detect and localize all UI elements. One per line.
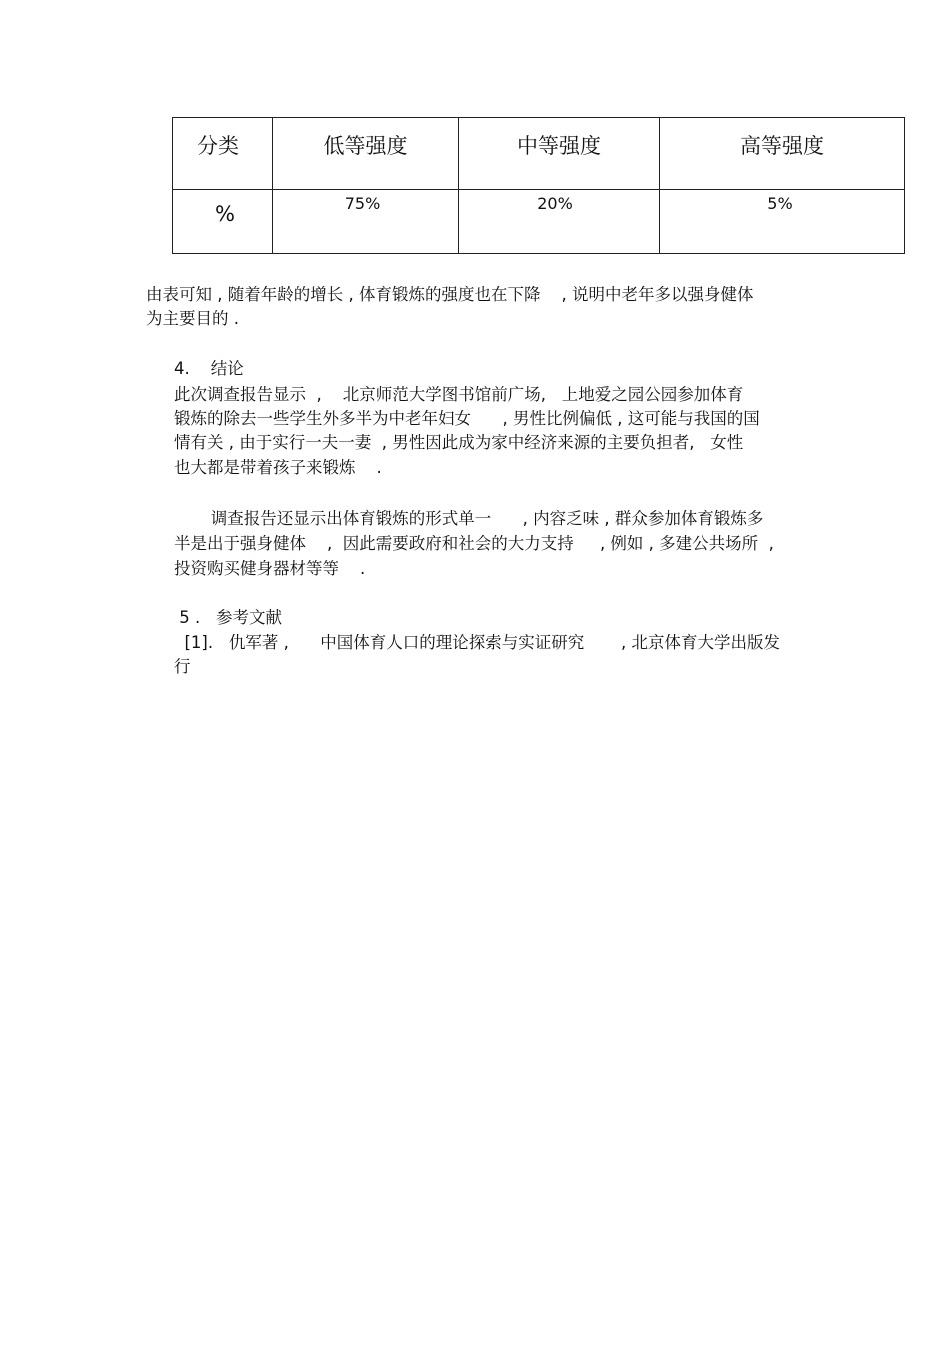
table-cell: 5% — [660, 190, 905, 254]
conclusion-line: 投资购买健身器材等等 . — [174, 559, 366, 578]
exercise-intensity-table — [172, 117, 905, 254]
table-note-line: 由表可知 , 随着年龄的增长 , 体育锻炼的强度也在下降 , 说明中老年多以强身健体 — [146, 285, 754, 304]
conclusion-line: 也大都是带着孩子来锻炼 . — [174, 458, 382, 477]
table-header-row — [173, 118, 905, 190]
section-heading: 5 . 参考文献 — [174, 608, 282, 627]
conclusion-line: 锻炼的除去一些学生外多半为中老年妇女 , 男性比例偏低 , 这可能与我国的国 — [174, 409, 760, 428]
conclusion-line: 情有关 , 由于实行一夫一妻 , 男性因此成为家中经济来源的主要负担者, 女性 — [174, 433, 744, 452]
table-header-cell: 高等强度 — [660, 118, 905, 190]
table-header-cell: 分类 — [173, 118, 273, 190]
conclusion-line: 此次调查报告显示 , 北京师范大学图书馆前广场, 上地爱之园公园参加体育 — [174, 385, 744, 404]
conclusion-line: 调查报告还显示出体育锻炼的形式单一 , 内容乏味 , 群众参加体育锻炼多 — [174, 509, 764, 528]
reference-line: 行 — [174, 657, 191, 676]
reference-line: [1]. 仇军著 , 中国体育人口的理论探索与实证研究 , 北京体育大学出版发 — [174, 633, 781, 652]
table-header-cell: 低等强度 — [273, 118, 459, 190]
table-cell: 20% — [459, 190, 660, 254]
table-header-cell: 中等强度 — [459, 118, 660, 190]
table-row — [173, 190, 905, 254]
conclusion-line: 半是出于强身健体 , 因此需要政府和社会的大力支持 , 例如 , 多建公共场所 , — [174, 534, 774, 553]
table-note-line: 为主要目的 . — [146, 309, 239, 328]
table-cell: 75% — [273, 190, 459, 254]
table-cell: % — [173, 190, 273, 254]
section-heading: 4. 结论 — [174, 359, 244, 378]
